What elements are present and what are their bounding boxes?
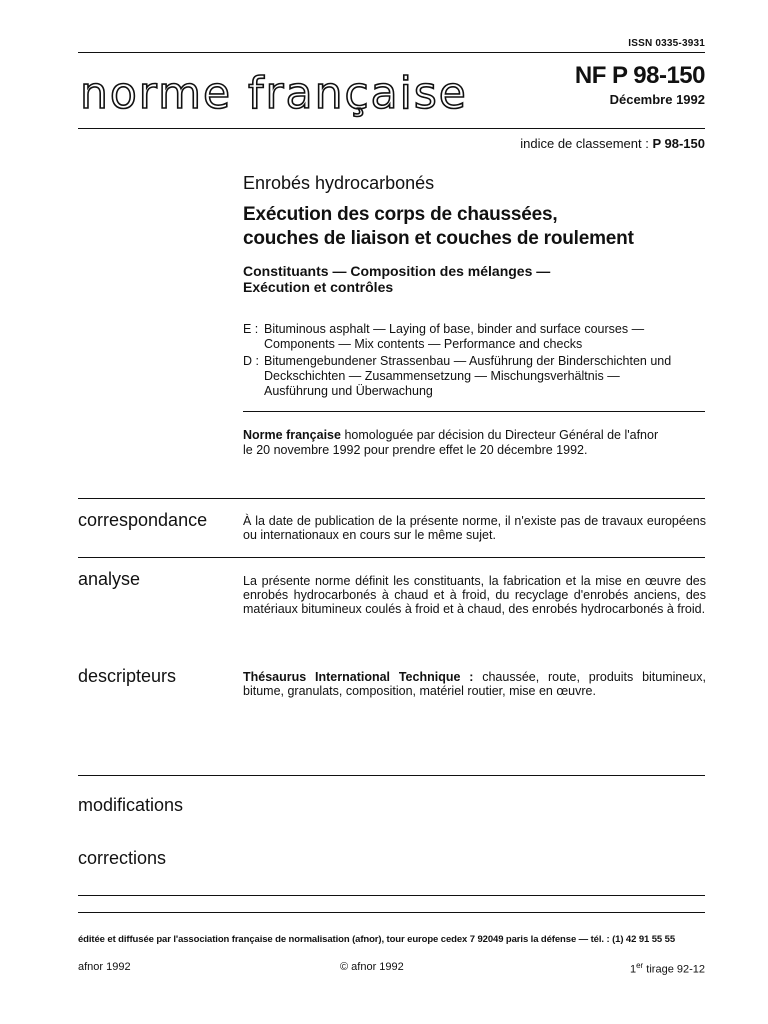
document-subtitle bbox=[243, 263, 705, 295]
english-line-1: Bituminous asphalt — Laying of base, binder and surface courses — bbox=[264, 322, 645, 336]
english-title bbox=[243, 322, 713, 352]
subtitle-line-1: Constituants — Composition des mélanges — bbox=[243, 263, 551, 279]
modifications-heading: modifications bbox=[78, 795, 184, 815]
section-rule-1 bbox=[78, 498, 705, 499]
print-run-number: 1 bbox=[629, 963, 637, 976]
german-tag: D : bbox=[243, 354, 259, 368]
section-rule-2 bbox=[78, 557, 705, 558]
correspondance-heading: correspondance bbox=[78, 510, 208, 530]
descripteurs-text bbox=[243, 670, 706, 698]
footer-rule-2 bbox=[78, 912, 705, 913]
top-rule bbox=[78, 52, 705, 53]
homologation-statement bbox=[243, 428, 705, 458]
homologation-line-2: le 20 novembre 1992 pour prendre effet le 20 décembre 1992. bbox=[243, 443, 588, 457]
publisher-line: éditée et diffusée par l'association française de normalisation (afnor), tour europe cedex 7 92049 paris la défense — tél. : (1) 42 91 55 55 bbox=[78, 934, 676, 945]
corrections-heading: corrections bbox=[78, 848, 167, 868]
german-line-1: Bitumengebundener Strassenbau — Ausführung der Binderschichten und bbox=[264, 354, 672, 368]
classification-value: P 98-150 bbox=[652, 136, 705, 151]
classification-index bbox=[520, 136, 705, 151]
translations-rule bbox=[243, 411, 705, 412]
homologation-bold: Norme française bbox=[243, 428, 341, 442]
issn-number: ISSN 0335-3931 bbox=[628, 38, 705, 49]
footer-print-run bbox=[630, 961, 705, 976]
footer-copyright-center: © afnor 1992 bbox=[340, 961, 404, 973]
descripteurs-heading: descripteurs bbox=[78, 666, 177, 686]
subtitle-line-2: Exécution et contrôles bbox=[243, 279, 394, 295]
title-line-2: couches de liaison et couches de roulement bbox=[243, 228, 634, 249]
descripteurs-bold: Thésaurus International Technique : bbox=[243, 670, 474, 684]
standard-number: NF P 98-150 bbox=[574, 62, 705, 89]
document-subject: Enrobés hydrocarbonés bbox=[243, 173, 435, 193]
section-rule-3 bbox=[78, 775, 705, 776]
correspondance-text: À la date de publication de la présente norme, il n'existe pas de travaux européens ou internationaux en cours sur le même sujet. bbox=[243, 514, 706, 542]
english-tag: E : bbox=[243, 322, 259, 336]
homologation-rest: homologuée par décision du Directeur Général de l'afnor bbox=[340, 428, 659, 442]
analyse-heading: analyse bbox=[78, 569, 141, 589]
brand-title: norme française bbox=[80, 68, 468, 119]
descripteurs-list: chaussée, route, produits bitumineux, bitume, granulats, composition, matériel routier, mise en œuvre. bbox=[243, 670, 706, 698]
print-run-code: tirage 92-12 bbox=[643, 963, 705, 976]
document-title bbox=[243, 203, 705, 251]
classification-label: indice de classement : bbox=[520, 136, 653, 151]
homologation-line-1 bbox=[243, 428, 705, 443]
english-line-2: Components — Mix contents — Performance and checks bbox=[264, 337, 583, 351]
german-line-3: Ausführung und Überwachung bbox=[264, 384, 433, 398]
header-rule bbox=[78, 128, 705, 129]
analyse-text: La présente norme définit les constituants, la fabrication et la mise en œuvre des enrobés hydrocarbonés à chaud et à froid, du recyclage d'enrobés anciens, des matériaux bitumineux coulés à froid et à chaud, des enrobés hydrocarbonés à froid. bbox=[243, 574, 706, 616]
standard-date: Décembre 1992 bbox=[609, 92, 705, 107]
print-run-suffix: er bbox=[636, 961, 644, 970]
footer-rule-1 bbox=[78, 895, 705, 896]
german-title bbox=[243, 354, 713, 399]
title-line-1: Exécution des corps de chaussées, bbox=[243, 204, 558, 225]
german-line-2: Deckschichten — Zusammensetzung — Mischungsverhältnis — bbox=[264, 369, 620, 383]
footer-copyright-left: afnor 1992 bbox=[78, 961, 131, 973]
